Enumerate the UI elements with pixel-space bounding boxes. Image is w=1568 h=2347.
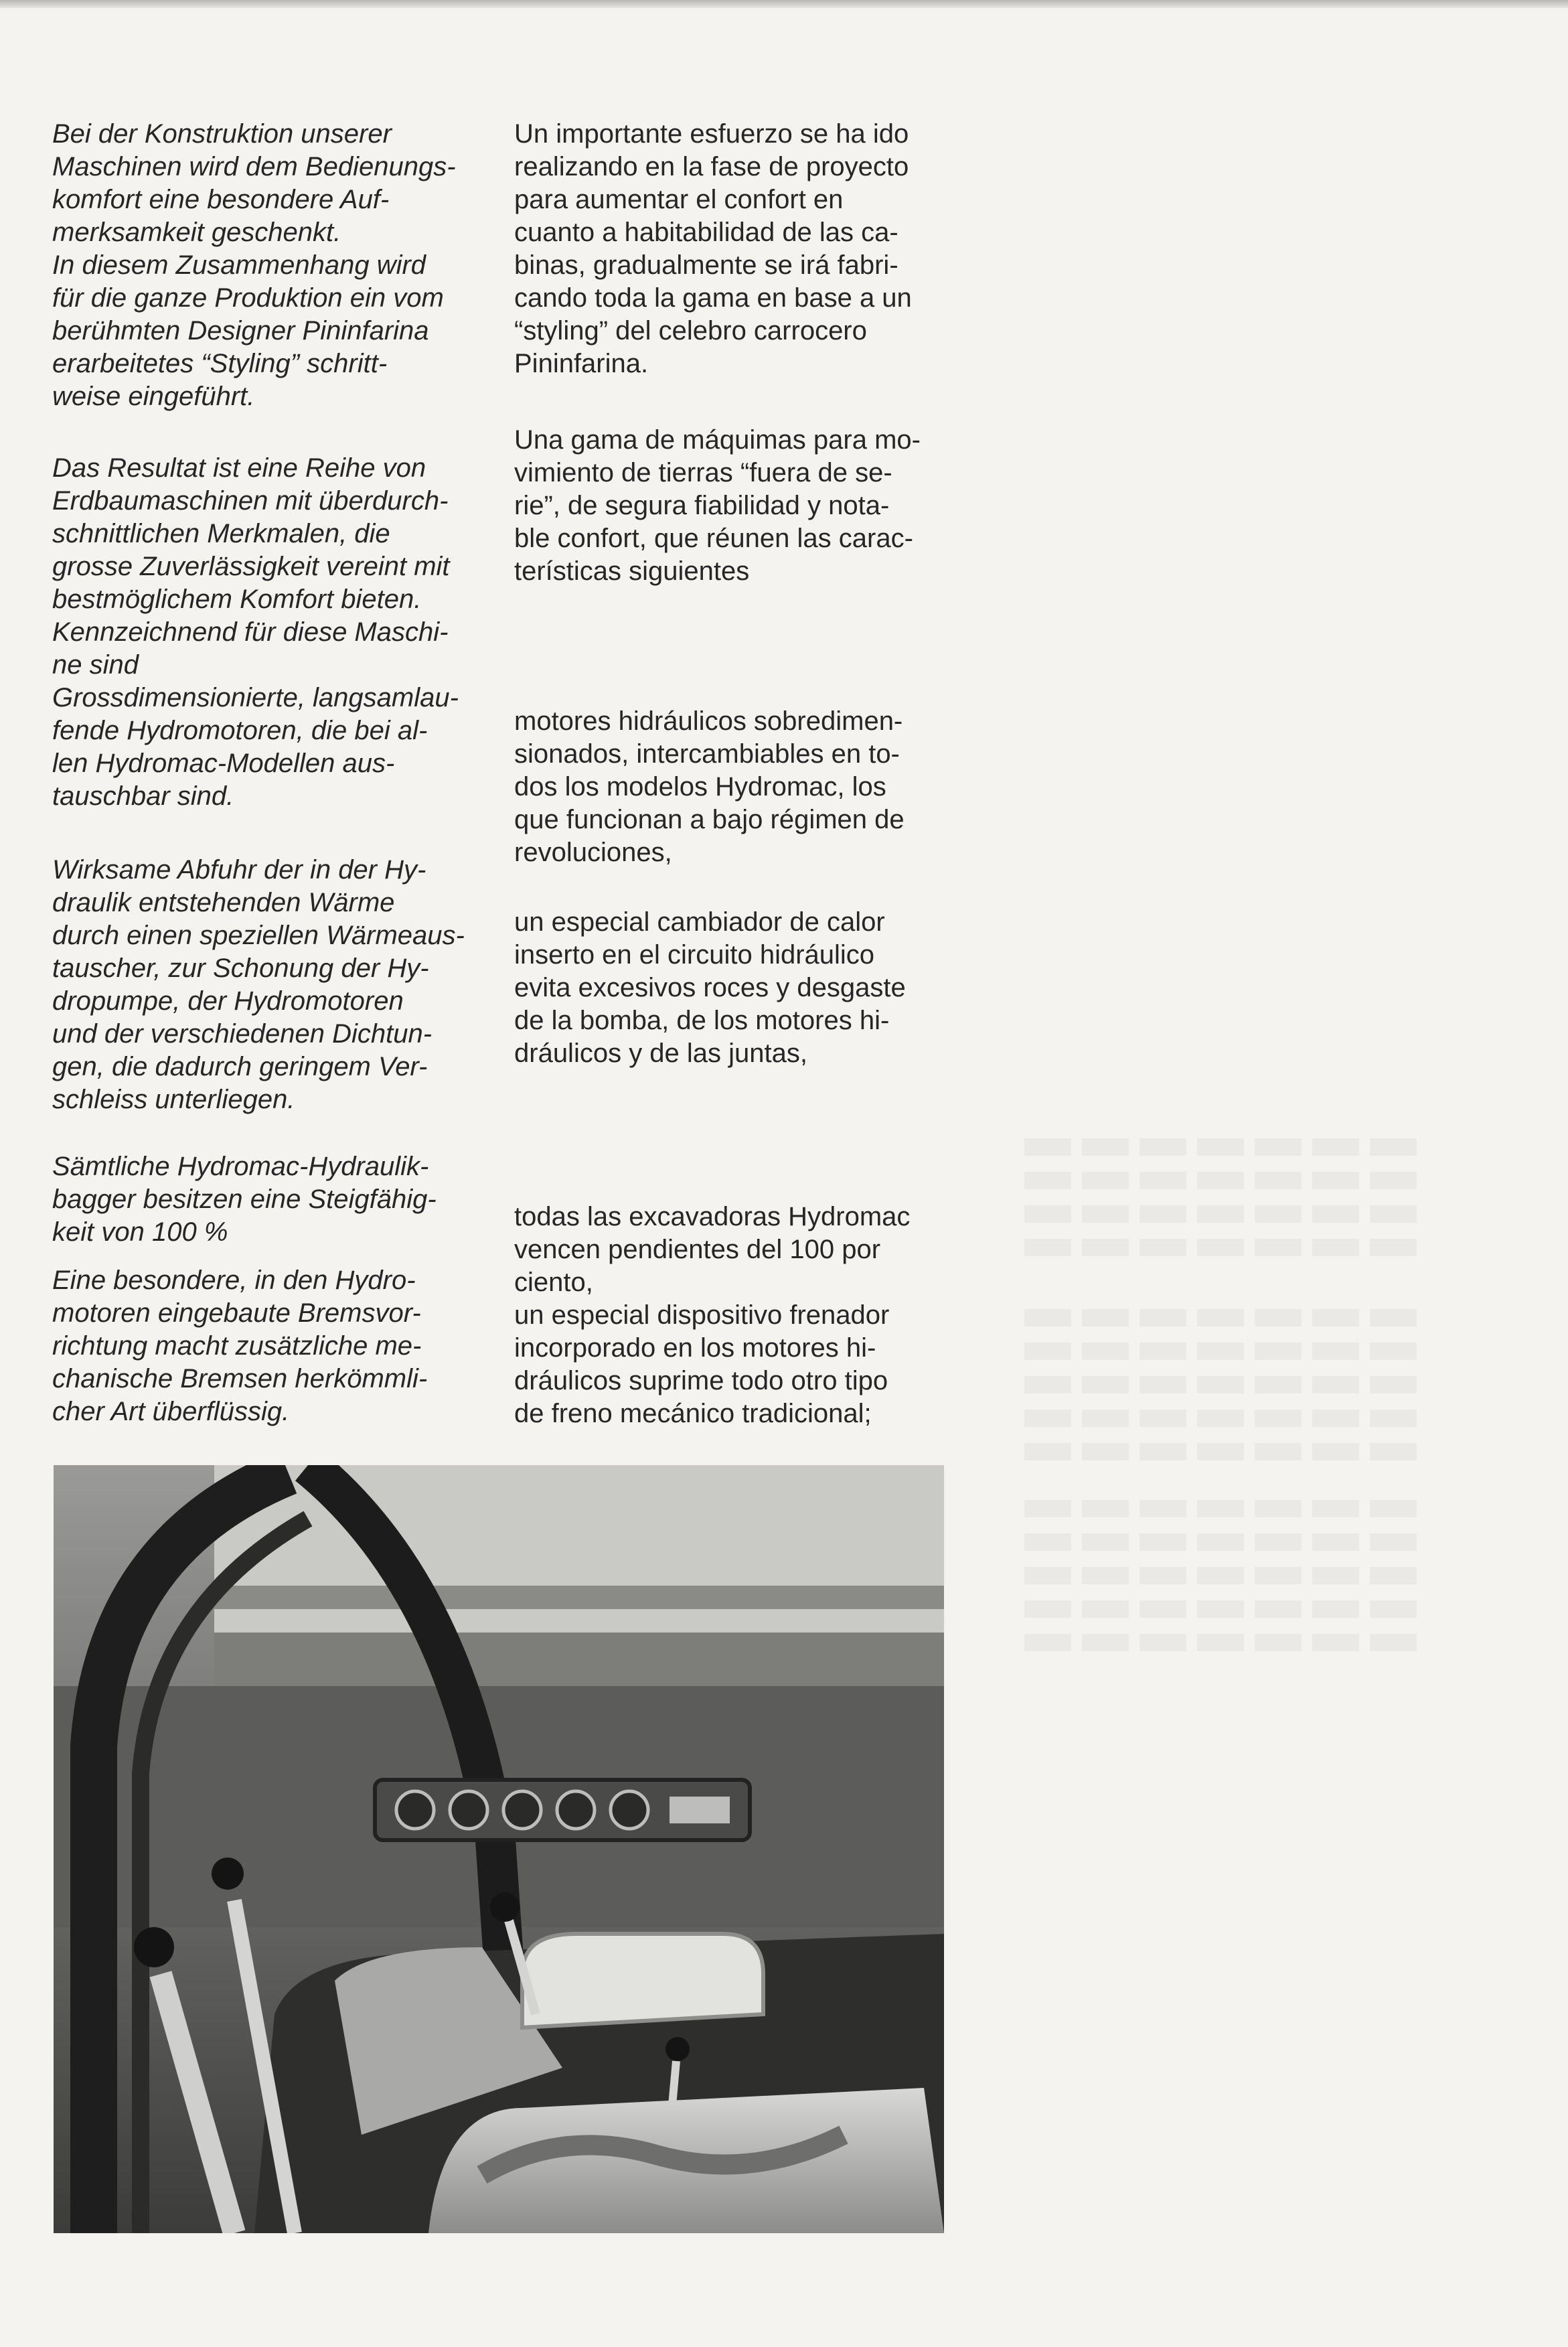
spanish-paragraph-intro: Un importante esfuerzo se ha ido realizando en la fase de proyecto para aumentar el confort en cuanto a habitabilidad de las ca- binas, gradualmente se irá fabri- cando toda la gama en base a un “styling” del celebro carrocero Pininfarina.	[514, 119, 912, 378]
spanish-paragraph-heat: un especial cambiador de calor inserto en el circuito hidráulico evita excesivos roces y desgaste de la bomba, de los motores hi- dráulicos y de las juntas,	[514, 907, 906, 1068]
german-paragraph-gradeability: Sämtliche Hydromac-Hydraulik- bagger besitzen eine Steigfähig- keit von 100 %	[52, 1152, 437, 1247]
page-top-edge	[0, 0, 1568, 8]
spanish-paragraph-gradeability-brake: todas las excavadoras Hydromac vencen pendientes del 100 por ciento, un especial dispositivo frenador incorporado en los motores hi- dráulicos suprime todo otro tipo de freno mecánico tradicional;	[514, 1202, 911, 1428]
spanish-paragraph-range: Una gama de máquimas para mo- vimiento de tierras “fuera de se- rie”, de segura fiabilidad y nota- ble confort, que réunen las carac- terísticas siguientes	[514, 425, 921, 586]
german-paragraph-intro: Bei der Konstruktion unserer Maschinen wird dem Bedienungs- komfort eine besondere Auf- merksamkeit geschenkt. In diesem Zusammenhang wird für die ganze Produktion ein vom berühmten Designer Pininfarina erarbeitetes “Styling” schritt- weise eingeführt.	[52, 119, 456, 411]
spanish-paragraph-motors: motores hidráulicos sobredimen- sionados, intercambiables en to- dos los modelos Hydromac, los que funcionan a bajo régimen de revoluciones,	[514, 706, 905, 867]
german-paragraph-heat: Wirksame Abfuhr der in der Hy- draulik entstehenden Wärme durch einen speziellen Wärmeaus- tauscher, zur Schonung der Hy- dropumpe, der Hydromotoren und der verschiedenen Dichtun- gen, die dadurch geringem Ver- schleiss unterliegen.	[52, 855, 465, 1114]
german-paragraph-result: Das Resultat ist eine Reihe von Erdbaumaschinen mit überdurch- schnittlichen Merkmalen, die grosse Zuverlässigkeit vereint mit bestmöglichem Komfort bieten. Kennzeichnend für diese Maschi- ne sind Grossdimensionierte, langsamlau- fende Hydromotoren, die bei al- len Hydromac-Modellen aus- tauschbar sind.	[52, 453, 459, 811]
german-paragraph-brake: Eine besondere, in den Hydro- motoren eingebaute Bremsvor- richtung macht zusätzliche me- chanische Bremsen herkömmli- cher Art überflüssig.	[52, 1266, 428, 1426]
cab-interior-photo	[54, 1465, 944, 2233]
